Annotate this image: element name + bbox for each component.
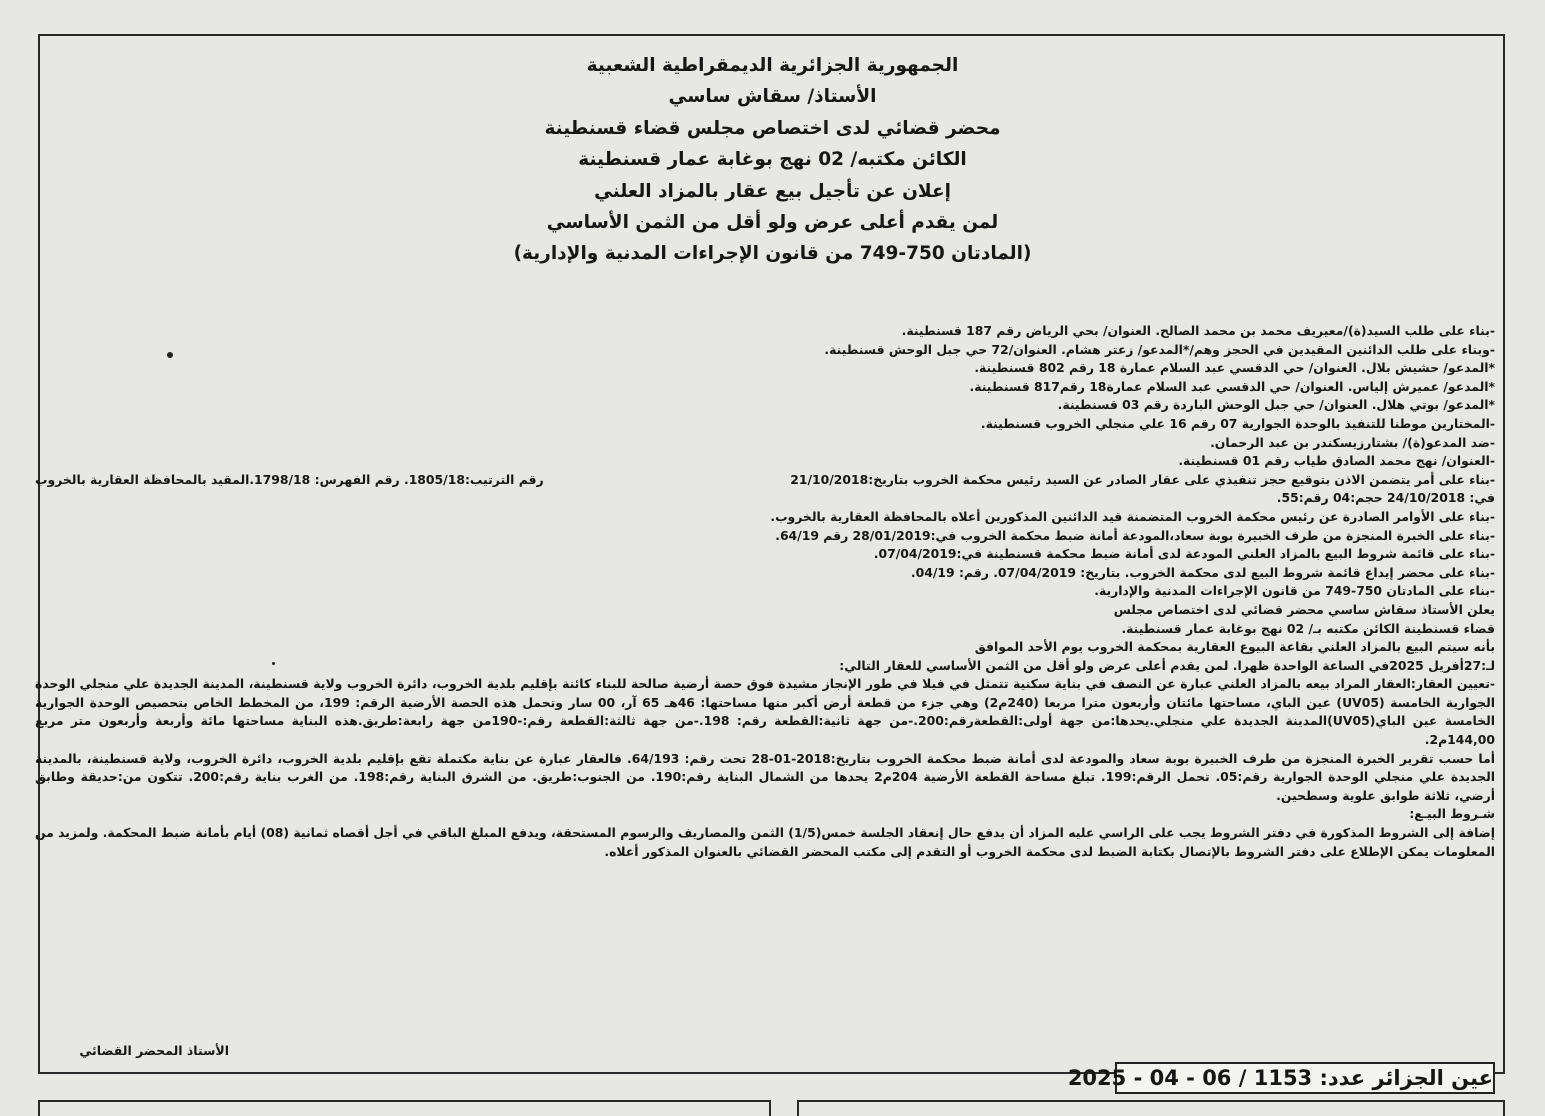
paragraph-expert-report: أما حسب تقرير الخبرة المنجزة من طرف الخبيرة بوبة سعاد والمودعة لدى أمانة ضبط محكمة الخروب بتاريخ:2018-01-28 تحت رقم: 64/193. فالعقار عبارة عن بناية مكتملة تقع بإقليم بلدية الخروب، دائرة الخروب، ولاية قسنطينة، بالمدينة الجديدة علي منجلي الوحدة الجوارية رقم:05. تحمل الرقم:199. تبلغ مساحة القطعة الأرضية 204م2 يحدها من الشمال البناية رقم:190. من الجنوب:طريق. من الشرق البناية رقم:198. من الغرب بناية رقم:200. تتكون من:حديقة وطابق أرضي، ثلاثة طوابق علوية وسطحين. — [35, 750, 1496, 803]
seizure-order-registry: رقم الترتيب:1805/18. رقم الفهرس: 1798/18.المقيد بالمحافظة العقارية بالخروب — [35, 471, 544, 487]
seizure-order-text: -بناء على أمر يتضمن الاذن بتوقيع حجز تنفيذي على عقار الصادر عن السيد رئيس محكمة الخروب بتاريخ:21/10/2018 — [790, 471, 1495, 487]
paragraph-articles: -بناء على المادتان 750-749 من قانون الإجراءات المدنية والإدارية. — [1094, 583, 1495, 599]
paragraph-sale-conditions-title: شـروط البيـع: — [1409, 806, 1495, 822]
paragraph-conditions-list: -بناء على قائمة شروط البيع بالمزاد العلني المودعة لدى أمانة ضبط محكمة قسنطينة في:07/04/2019. — [873, 546, 1495, 562]
header-legal-reference: (المادتان 750-749 من قانون الإجراءات المدنية والإدارية) — [513, 243, 1032, 265]
header-bailiff-title: محضر قضائي لدى اختصاص مجلس قضاء قسنطينة — [544, 117, 1001, 139]
paragraph-expertise: -بناء على الخبرة المنجزة من طرف الخبيرة بوبة سعاد،المودعة أمانة ضبط محكمة الخروب في:28/01/2019 رقم 64/19. — [775, 527, 1495, 543]
paragraph-domicile: -المختارين موطنا للتنفيذ بالوحدة الجوارية 07 رقم 16 علي منجلي الخروب قسنطينة. — [980, 415, 1495, 431]
paragraph-office: قضاء قسنطينة الكائن مكتبه بـ/ 02 نهج بوغابة عمار قسنطينة. — [1121, 620, 1495, 636]
header-bailiff-name: الأستاذ/ سقاش ساسي — [668, 86, 877, 108]
ink-speck — [167, 352, 173, 358]
paragraph-sale-conditions: إضافة إلى الشروط المذكورة في دفتر الشروط يجب على الراسي عليه المزاد أن يدفع حال إنعقاد الجلسة خمس(1/5) الثمن والمصاريف والرسوم المستحقة، ويدفع المبلغ الباقي في أجل أقصاه ثمانية (08) أيام بأمانة ضبط المحكمة. ولمزيد من المعلومات يمكن الإطلاع على دفتر الشروط بالإتصال بكتابة الضبط لدى محكمة الخروب أو التقدم إلى مكتب المحضر القضائي بالعنوان المذكور أعلاه. — [35, 825, 1495, 859]
notice-header — [0, 50, 1545, 270]
paragraph-creditor-4: *المدعو/ بوتي هلال. العنوان/ حي جبل الوحش الباردة رقم 03 قسنطينة. — [1057, 397, 1495, 413]
paragraph-deposit-report: -بناء على محضر إيداع قائمة شروط البيع لدى محكمة الخروب. بتاريخ: 07/04/2019. رقم: 04/19. — [910, 564, 1495, 580]
paragraph-orders: -بناء على الأوامر الصادرة عن رئيس محكمة الخروب المتضمنة قيد الدائنين المذكورين أعلاه بالمحافظة العقارية بالخروب. — [770, 508, 1495, 524]
next-notice-frame-left — [38, 1100, 771, 1116]
ink-speck — [272, 662, 275, 665]
publication-reference: عين الجزائر عدد: 1153 / 06 - 04 - 2025 — [1115, 1062, 1495, 1094]
header-notice-title: إعلان عن تأجيل بيع عقار بالمزاد العلني — [594, 180, 951, 202]
paragraph-property-description: -تعيين العقار:العقار المراد بيعه بالمزاد العلني عبارة عن النصف في بناية سكنية تتمثل في فيلا في طور الإنجاز مشيدة فوق حصة أرضية صالحة للبناء كائنة بإقليم بلدية الخروب، دائرة الخروب ولاية قسنطينة، المدينة الجديدة علي منجلي الوحدة الجوارية الخامسة (UV05) عين الباي، مساحتها مائتان وأربعون مترا مربعا (240م2) وهي جزء من قطعة أرض أكبر منها مساحتها: 46هـ 65 آر، 00 سار وتحمل هذه الحصة الأرضية الرقم: 199، من المخطط الخاص بتحصيص الوحدة الجوارية الخامسة عين الباي(UV05)المدينة الجديدة علي منجلي.يحدها:من جهة أولى:القطعةرقم:200.-من جهة ثانية:القطعة رقم: 198.-من جهة ثالثة:القطعة رقم:-190من جهة رابعة:طريق.هذه البناية مساحتها مائة وأربعة وأربعون متر مربع 144,00م2. — [35, 676, 1495, 748]
paragraph-debtor: -ضد المدعو(ة)/ بشتارزيسكندر بن عبد الرحمان. — [1210, 434, 1495, 450]
paragraph-sale-date: لـ:27أفريل 2025في الساعة الواحدة ظهرا. لمن يقدم أعلى عرض ولو أقل من الثمن الأساسي للعقار التالي: — [839, 657, 1495, 673]
paragraph-registration-date: في: 24/10/2018 حجم:04 رقم:55. — [1276, 490, 1495, 506]
paragraph-seizure-order — [35, 471, 1495, 490]
next-notice-frame-right — [797, 1100, 1505, 1116]
paragraph-announcement: يعلن الأستاذ سقاش ساسي محضر قضائي لدى اختصاص مجلس — [1113, 601, 1495, 617]
paragraph-debtor-address: -العنوان/ نهج محمد الصادق طياب رقم 01 قسنطينة. — [1178, 453, 1495, 469]
paragraph-creditor-2: *المدعو/ حشيش بلال. العنوان/ حي الدقسي عبد السلام عمارة 18 رقم 802 قسنطينة. — [974, 360, 1495, 376]
paragraph-creditors: -وبناء على طلب الدائنين المقيدين في الحجز وهم/*المدعو/ زعتر هشام. العنوان/72 حي جبل الوحش قسنطينة. — [824, 341, 1495, 357]
paragraph-creditor-3: *المدعو/ عميرش إلياس. العنوان/ حي الدقسي عبد السلام عمارة18 رقم817 قسنطينة. — [969, 378, 1495, 394]
header-office-address: الكائن مكتبه/ 02 نهج بوغابة عمار قسنطينة — [578, 149, 967, 171]
signature: الأستاذ المحضر القضائي — [79, 1043, 229, 1058]
paragraph-requester: -بناء على طلب السيد(ة)/معيريف محمد بن محمد الصالح. العنوان/ بحي الرياض رقم 187 قسنطينة. — [901, 323, 1495, 338]
header-country: الجمهورية الجزائرية الديمقراطية الشعبية — [586, 55, 959, 76]
paragraph-sale-venue: بأنه سيتم البيع بالمزاد العلني بقاعة البيوع العقارية بمحكمة الخروب يوم الأحد الموافق — [974, 639, 1495, 655]
header-notice-subtitle: لمن يقدم أعلى عرض ولو أقل من الثمن الأساسي — [546, 212, 999, 234]
notice-body — [35, 322, 1495, 861]
